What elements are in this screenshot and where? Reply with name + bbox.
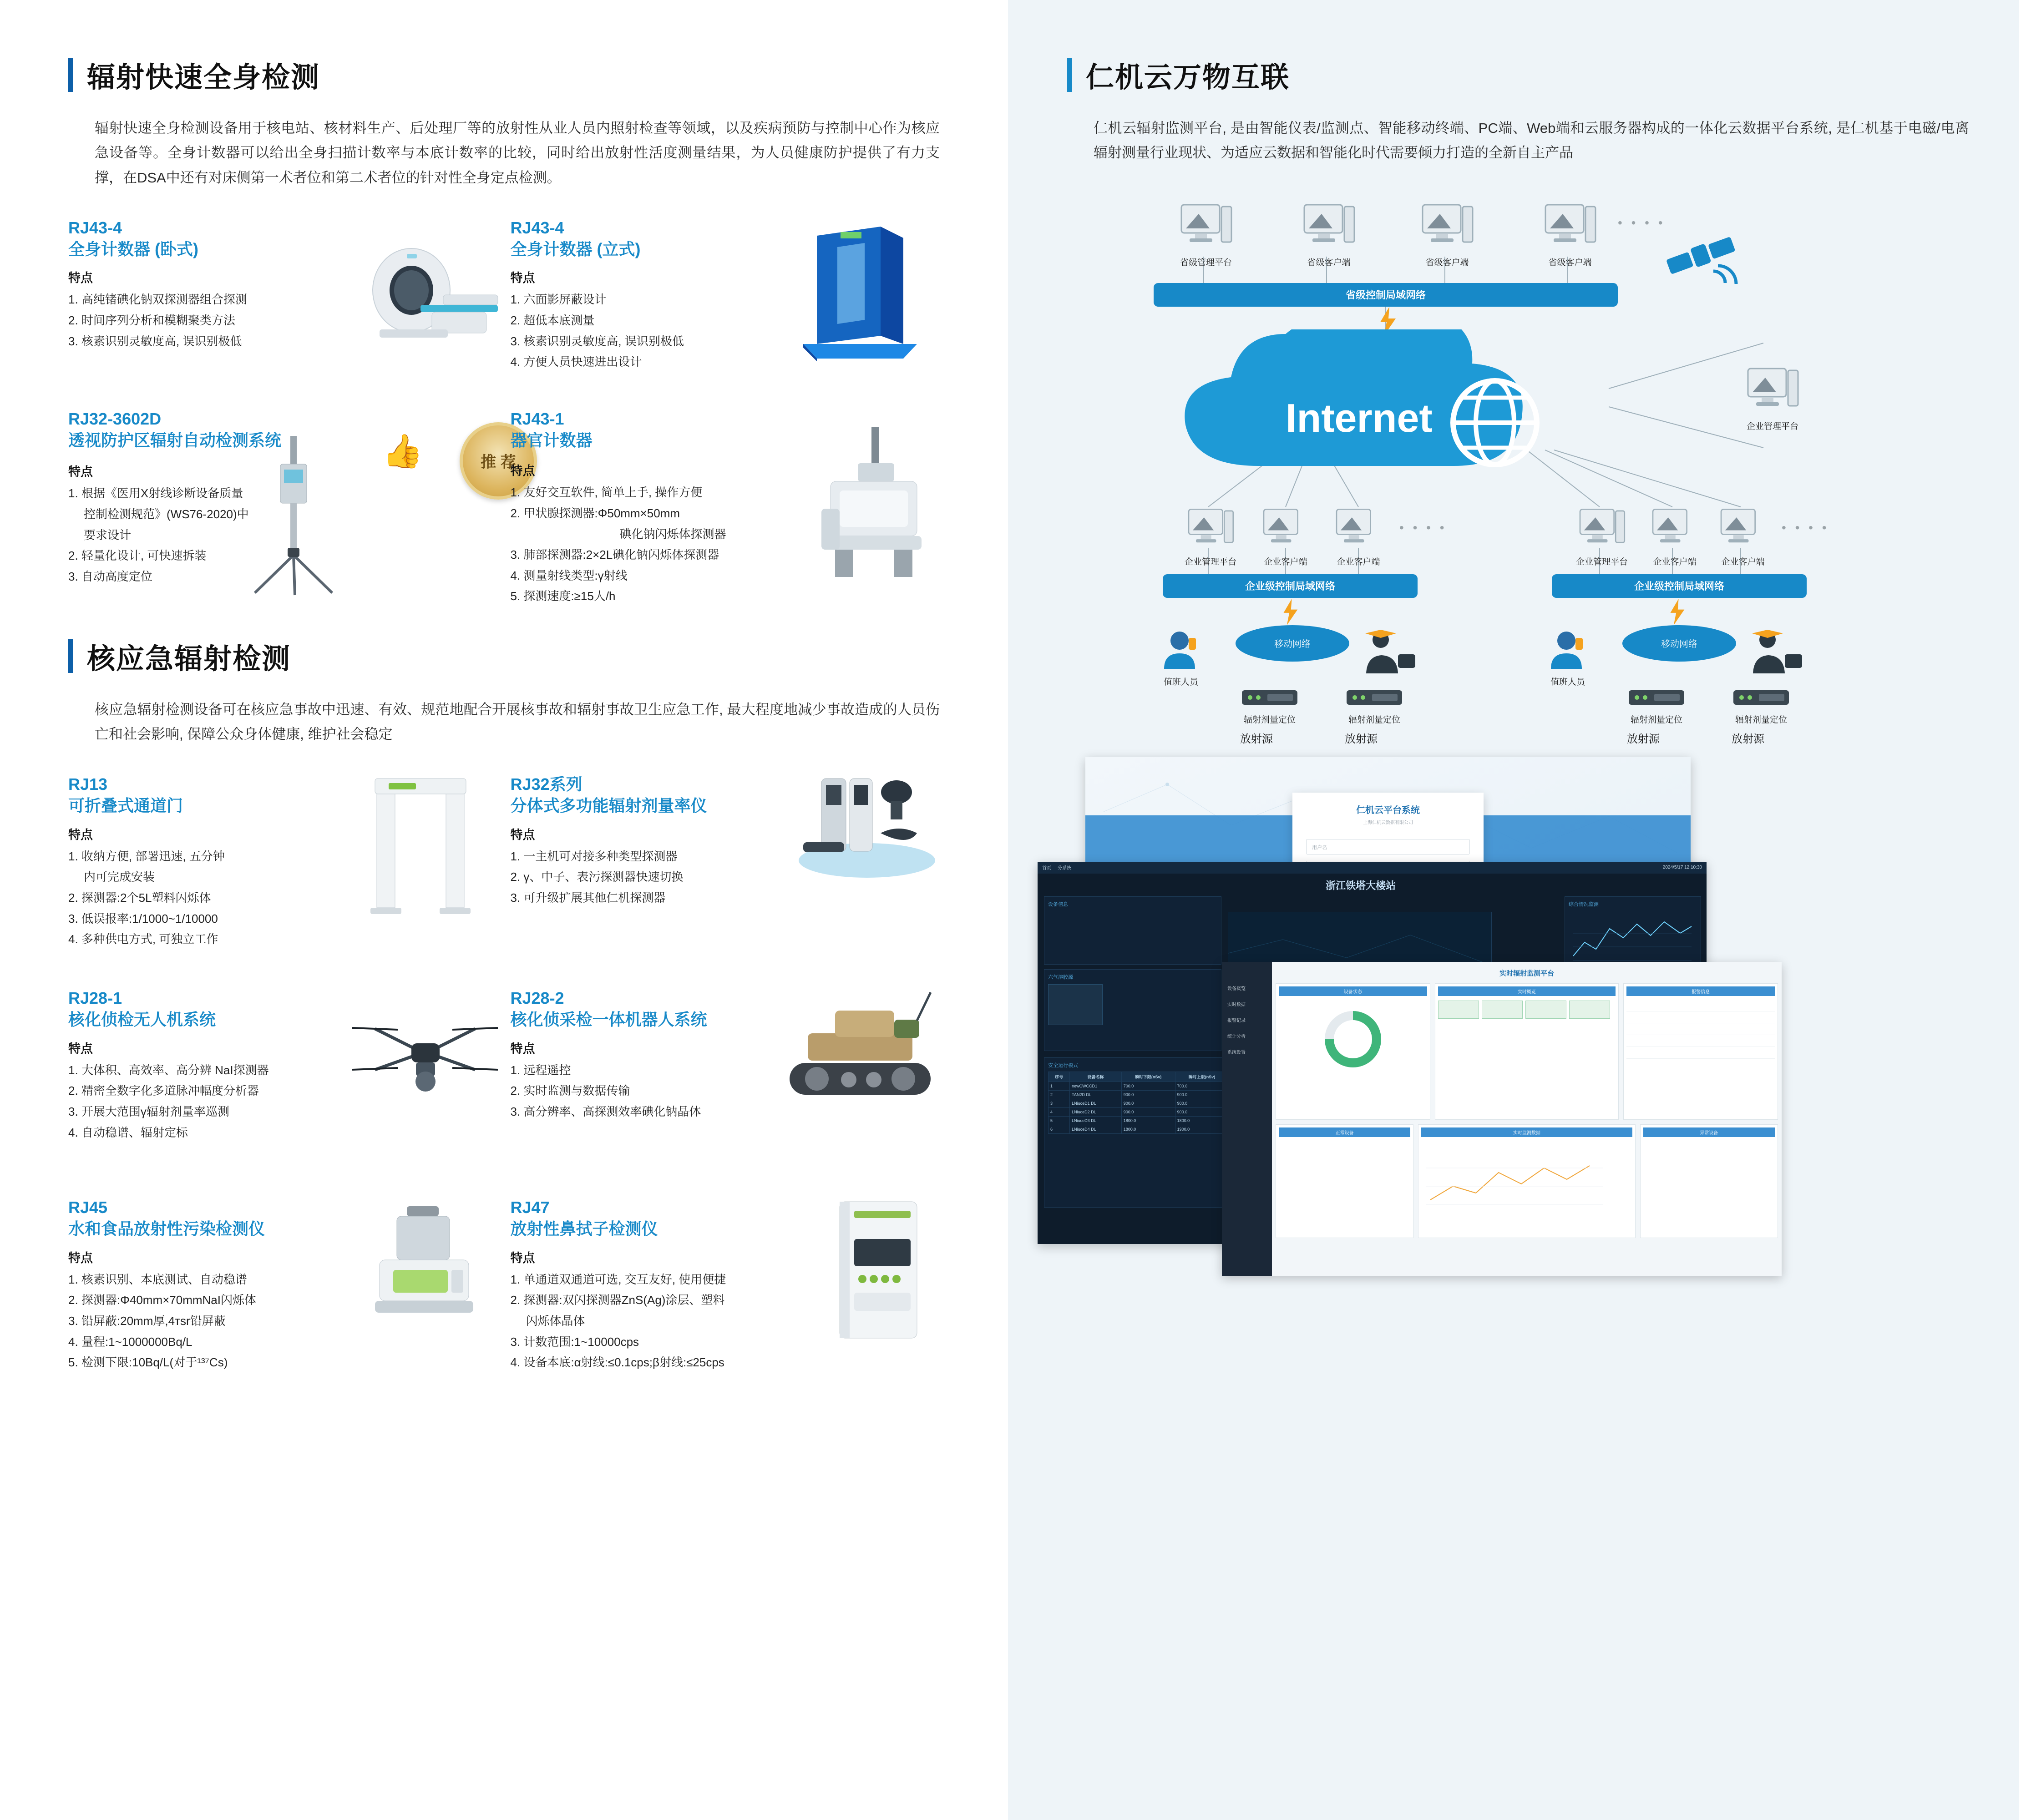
product-rj28-2 (511, 988, 940, 1183)
list-item: 1. 核素识别、本底测试、自动稳谱 (68, 1272, 247, 1286)
cell: 2 (1048, 1090, 1070, 1099)
source-label-2: 放射源 (1345, 733, 1378, 745)
product-model: RJ32系列 分体式多功能辐射剂量率仪 (511, 774, 940, 817)
bus-enterprise-right: 企业级控制局域网络 (1552, 574, 1807, 598)
login-title: 仁机云平台系统 (1356, 805, 1420, 815)
monitor-title: 实时辐射监测平台 (1499, 969, 1554, 977)
list-item: 4. 自动稳谱、辐射定标 (68, 1125, 188, 1139)
product-rj13 (68, 774, 498, 974)
monitor-card-device-status: 设备状态 (1279, 986, 1427, 996)
section-title-nuclear-emergency (68, 636, 940, 677)
cell: 700.0 (1121, 1082, 1175, 1090)
section1-products (68, 217, 940, 404)
list-item: 3. 铅屏蔽:20mm厚,4тsr铅屏蔽 (68, 1314, 226, 1328)
diagram-node-ent-platform-right (1563, 507, 1641, 567)
product-name: 透视防护区辐射自动检测系统 (68, 430, 282, 450)
diagram-node-ent-platform-left (1172, 507, 1249, 567)
list-item: 2. 甲状腺探测器:Φ50mm×50mm (510, 506, 680, 520)
svg-text:Internet: Internet (1286, 395, 1433, 440)
product-model: RJ43-4 全身计数器 (立式) (511, 217, 940, 260)
node-label: 省级管理平台 (1180, 258, 1232, 268)
list-item: 3. 低误报率:1/1000~1/10000 (68, 911, 218, 925)
diagram-node-ent-client-right-2 (1709, 507, 1777, 567)
internet-cloud (1145, 329, 1627, 484)
diagram-node-ent-client-left-2 (1324, 507, 1393, 567)
title-accent-bar (1067, 58, 1072, 92)
diagram-dots-mid-right: • • • • (1782, 520, 1829, 535)
cell: 900.0 (1121, 1090, 1175, 1099)
sidebar-item-device-overview[interactable]: 设备概览 (1227, 986, 1246, 991)
illustration-drone (343, 1001, 507, 1115)
node-label: 企业管理平台 (1575, 557, 1628, 567)
bus-enterprise-left: 企业级控制局域网络 (1163, 574, 1418, 598)
duty-person-left (1140, 630, 1222, 688)
node-label: 值班人员 (1163, 677, 1198, 687)
node-label: 企业客户端 (1721, 557, 1765, 567)
product-name: 核化侦检无人机系统 (68, 1010, 216, 1029)
list-item: 3. 开展大范围γ辐射剂量率巡测 (68, 1105, 229, 1119)
cell: 900.0 (1121, 1107, 1175, 1116)
th: 瞬时上限(nSv) (1175, 1072, 1229, 1082)
worker-icon-left (1356, 630, 1420, 675)
illustration-robot (780, 983, 944, 1111)
sidebar-item-settings[interactable]: 系统设置 (1227, 1050, 1246, 1055)
product-rj45 (68, 1197, 498, 1393)
section-title-cloud-iot (1067, 55, 1969, 95)
feature-label: 特点 (68, 828, 93, 842)
section2-products (68, 774, 940, 988)
list-item: 2. 探测器:2个5L塑料闪烁体 (68, 891, 211, 905)
product-rj43-4-lying (68, 217, 498, 390)
list-item: 2. 时间序列分析和模糊聚类方法 (68, 313, 235, 327)
feature-label: 特点 (510, 828, 535, 842)
dashboard-title: 浙江铁塔大楼站 (1325, 880, 1396, 891)
diagram-node-ent-client-left-1 (1251, 507, 1320, 567)
product-name: 全身计数器 (卧式) (68, 239, 198, 258)
list-item: 3. 自动高度定位 (68, 569, 152, 583)
list-item: 1. 远程遥控 (510, 1063, 571, 1077)
login-subtitle: 上海仁机云数据有限公司 (1363, 820, 1413, 825)
left-column (0, 0, 1008, 1820)
node-label: 企业客户端 (1264, 557, 1307, 567)
list-item: 3. 高分辨率、高探测效率碘化钠晶体 (510, 1105, 701, 1119)
cell: 700.0 (1175, 1082, 1229, 1090)
feature-label: 特点 (68, 1251, 93, 1265)
bus-province-network: 省级控制局域网络 (1154, 283, 1618, 307)
screenshot-monitor-platform[interactable] (1222, 962, 1782, 1276)
product-rj32-3602d (68, 409, 516, 609)
node-label: 辐射剂量定位 (1348, 715, 1400, 725)
panel-title-gas: 六气溶胶源 (1048, 974, 1073, 980)
monitor-sidebar[interactable] (1222, 962, 1272, 1276)
product-model: RJ32-3602D 透视防护区辐射自动检测系统 (68, 409, 498, 451)
source-label-4: 放射源 (1732, 733, 1764, 745)
list-item: 2. 探测器:双闪探测器ZnS(Ag)涂层、塑料 (510, 1293, 725, 1307)
source-label-3: 放射源 (1627, 733, 1660, 745)
node-label: 辐射剂量定位 (1630, 715, 1682, 725)
node-label: 值班人员 (1550, 677, 1585, 687)
illustration-organ-counter (803, 422, 940, 581)
section1-intro: 辐射快速全身检测设备用于核电站、核材料生产、后处理厂等的放射性从业人员内照射检查等领域，以及疾病预防与控制中心作为核应急设备等。全身计数器可以给出全身扫描计数率与本底计数率的比较，同时给出放射性活度测量结果，为人员健康防护提供了有力支撑，在DSA中还有对床侧第一术者位和第二术者位的针对性全身定点检测。 (95, 120, 940, 186)
node-label: 辐射剂量定位 (1243, 715, 1296, 725)
cell: 900.0 (1175, 1090, 1229, 1099)
feature-label: 特点 (510, 271, 535, 285)
illustration-water-food-analyzer (357, 1202, 493, 1338)
list-item: 3. 计数范围:1~10000cps (510, 1335, 639, 1349)
list-item: 1. 六面影屏蔽设计 (510, 293, 607, 307)
feature-label: 特点 (510, 1251, 535, 1265)
right-intro: 仁机云辐射监测平台, 是由智能仪表/监测点、智能移动终端、PC端、Web端和云服务器构成的一体化云数据平台系统, 是仁机基于电磁/电离辐射测量行业现状、为适应云数据和智能化时代需要倾力打造的全新自主产品 (1094, 120, 1969, 161)
feature-label: 特点 (68, 1041, 93, 1056)
list-item: 3. 肺部探测器:2×2L碘化钠闪烁体探测器 (510, 548, 719, 562)
login-username-input[interactable]: 用户名 (1306, 839, 1470, 854)
list-item: 5. 检测下限:10Bq/L(对于¹³⁷Cs) (68, 1355, 228, 1370)
list-item: 闪烁体晶体 (526, 1314, 585, 1328)
dashboard-nav-home[interactable]: 首页 (1042, 866, 1051, 871)
list-item: 4. 测量射线类型:γ射线 (510, 568, 628, 582)
list-item: 2. γ、中子、表污探测器快速切换 (510, 870, 684, 884)
cell: 1800.0 (1121, 1125, 1175, 1133)
panel-title-safety: 安全运行模式 (1048, 1062, 1078, 1068)
diagram-dots-top: • • • • (1618, 215, 1666, 230)
dose-device-4 (1713, 687, 1809, 725)
product-name: 全身计数器 (立式) (510, 239, 641, 258)
source-label-1: 放射源 (1240, 733, 1273, 745)
feature-label: 特点 (510, 464, 535, 478)
list-item: 4. 量程:1~1000000Bq/L (68, 1335, 192, 1349)
cell: LNiuceD2 DL (1070, 1107, 1122, 1116)
product-name: 分体式多功能辐射剂量率仪 (510, 796, 707, 815)
product-model: RJ28-1 核化侦检无人机系统 (68, 988, 498, 1031)
diagram-node-province-platform (1170, 202, 1242, 268)
illustration-modular-dosimeter (794, 765, 944, 883)
product-name: 水和食品放射性污染检测仪 (68, 1219, 265, 1239)
product-name: 器官计数器 (510, 430, 593, 450)
section1-products-row2 (68, 409, 940, 622)
list-item: 3. 核素识别灵敏度高, 误识别极低 (68, 334, 242, 348)
feature-label: 特点 (510, 1041, 535, 1056)
monitor-panel-overview: 实时概览 (1438, 986, 1616, 996)
worker-icon-right (1743, 630, 1807, 675)
product-rj28-1 (68, 988, 498, 1183)
section2-products-row2 (68, 988, 940, 1197)
page-title: 辐射快速全身检测 (87, 62, 320, 93)
section2-intro: 核应急辐射检测设备可在核应急事故中迅速、有效、规范地配合开展核事故和辐射事故卫生应急工作, 最大程度地减少事故造成的人员伤亡和社会影响, 保障公众身体健康, 维护社会稳定 (95, 701, 940, 742)
list-item: 4. 多种供电方式, 可独立工作 (68, 932, 218, 946)
illustration-ct-scanner (352, 240, 502, 359)
node-label: 企业管理平台 (1184, 557, 1236, 567)
node-label: 省级客户端 (1307, 258, 1351, 268)
product-name: 可折叠式通道门 (68, 796, 183, 815)
section2-products-row3 (68, 1197, 940, 1406)
th: 瞬时下限(nSv) (1121, 1072, 1175, 1082)
cell: 1800.0 (1175, 1116, 1229, 1125)
list-item: 碘化钠闪烁体探测器 (619, 527, 726, 541)
th: 设备名称 (1070, 1072, 1122, 1082)
cell: LNiuceD3 DL (1070, 1116, 1122, 1125)
dashboard-nav-sub[interactable]: 分系统 (1058, 866, 1071, 871)
illustration-portal-monitor (361, 769, 480, 929)
cell: newCWCCD1 (1070, 1082, 1122, 1090)
product-name: 核化侦采检一体机器人系统 (510, 1010, 707, 1029)
lightning-icon-right (1668, 599, 1686, 625)
node-label: 企业客户端 (1337, 557, 1380, 567)
list-item: 1. 一主机可对接多种类型探测器 (510, 849, 678, 863)
node-label: 企业客户端 (1653, 557, 1697, 567)
diagram-dots-mid-left: • • • • (1399, 520, 1447, 535)
list-item: 内可完成安装 (84, 870, 155, 884)
satellite-icon (1659, 220, 1745, 298)
right-title: 仁机云万物互联 (1086, 62, 1290, 93)
list-item: 2. 实时监测与数据传输 (510, 1084, 630, 1098)
recommend-badge: 推 荐 (460, 422, 537, 500)
monitor-panel-alarm: 报警信息 (1626, 986, 1775, 996)
cell: 3 (1048, 1099, 1070, 1107)
title-accent-bar (68, 639, 73, 673)
panel-title-trend: 综合情况监测 (1569, 901, 1599, 907)
node-label: 辐射剂量定位 (1735, 715, 1787, 725)
node-label: 省级客户端 (1548, 258, 1592, 268)
product-rj43-1 (511, 409, 940, 609)
list-item: 1. 高纯锗碘化钠双探测器组合探测 (68, 293, 247, 307)
illustration-nasal-swab-analyzer (803, 1197, 940, 1347)
feature-label: 特点 (68, 271, 93, 285)
cell: 6 (1048, 1125, 1070, 1133)
list-item: 5. 探测速度:≥15人/h (510, 589, 616, 603)
th: 序号 (1048, 1072, 1070, 1082)
list-item: 1. 根据《医用X射线诊断设备质量 (68, 486, 243, 500)
diagram-node-enterprise-platform-right (1727, 366, 1818, 432)
dashboard-timestamp: 2024/5/17 12:10:30 (1662, 865, 1702, 870)
monitor-card-abnormal: 异常设备 (1643, 1127, 1775, 1137)
cell: 900.0 (1121, 1099, 1175, 1107)
diagram-node-province-client-2 (1411, 202, 1484, 268)
cell: LNiuceD4 DL (1070, 1125, 1122, 1133)
illustration-tripod-detector (237, 436, 355, 600)
list-item: 控制检测规范》(WS76-2020)中 (84, 507, 249, 521)
right-column (1008, 0, 2019, 1820)
dose-device-2 (1327, 687, 1422, 725)
list-item: 1. 友好交互软件, 简单上手, 操作方便 (510, 485, 703, 500)
illustration-standing-counter (790, 222, 926, 363)
product-model: RJ28-2 核化侦采检一体机器人系统 (511, 988, 940, 1031)
cell: 1800.0 (1121, 1116, 1175, 1125)
sidebar-item-alarm[interactable]: 报警记录 (1227, 1018, 1246, 1023)
feature-label: 特点 (68, 465, 93, 479)
panel-title-device: 设备信息 (1048, 901, 1068, 907)
diagram-node-ent-client-right-1 (1641, 507, 1709, 567)
product-model: RJ47 放射性鼻拭子检测仪 (511, 1197, 940, 1240)
lightning-icon-left (1281, 599, 1299, 625)
list-item: 2. 超低本底测量 (510, 313, 595, 327)
product-rj32-series (511, 774, 940, 974)
list-item: 1. 收纳方便, 部署迅速, 五分钟 (68, 849, 225, 863)
section2-title: 核应急辐射检测 (87, 643, 291, 675)
monitor-card-normal: 正常设备 (1279, 1127, 1410, 1137)
dose-device-1 (1222, 687, 1317, 725)
thumbs-up-icon: 👍 (382, 433, 423, 470)
section-title-radiation-whole-body (68, 55, 940, 95)
product-model: RJ45 水和食品放射性污染检测仪 (68, 1197, 498, 1240)
sidebar-item-stats[interactable]: 统计分析 (1227, 1034, 1246, 1039)
cell: TAN2D DL (1070, 1090, 1122, 1099)
diagram-node-province-client-3 (1534, 202, 1606, 268)
list-item: 3. 核素识别灵敏度高, 误识别极低 (510, 334, 684, 348)
list-item: 4. 设备本底:α射线:≤0.1cps;β射线:≤25cps (510, 1355, 724, 1370)
mobile-network-left: 移动网络 (1236, 625, 1349, 662)
list-item: 要求设计 (84, 528, 132, 542)
cell: 4 (1048, 1107, 1070, 1116)
list-item: 2. 轻量化设计, 可快速拆装 (68, 549, 207, 563)
cell: 1900.0 (1175, 1125, 1229, 1133)
product-model: RJ13 可折叠式通道门 (68, 774, 498, 817)
cell: 5 (1048, 1116, 1070, 1125)
node-label: 省级客户端 (1425, 258, 1469, 268)
diagram-node-province-client-1 (1292, 202, 1365, 268)
product-name: 放射性鼻拭子检测仪 (510, 1219, 658, 1239)
list-item: 3. 可升级扩展其他仁机探测器 (510, 891, 666, 905)
duty-person-right (1527, 630, 1609, 688)
monitor-panel-realtime-data: 实时监测数据 (1421, 1127, 1632, 1137)
product-rj47 (511, 1197, 940, 1393)
product-model: RJ43-1 器官计数器 (511, 409, 940, 451)
list-item: 2. 探测器:Φ40mm×70mmNaI闪烁体 (68, 1293, 256, 1307)
list-item: 4. 方便人员快速进出设计 (510, 355, 642, 369)
network-diagram (1042, 193, 1982, 1136)
cell: 1 (1048, 1082, 1070, 1090)
list-item: 1. 大体积、高效率、高分辨 NaI探测器 (68, 1063, 269, 1077)
sidebar-item-realtime[interactable]: 实时数据 (1227, 1002, 1246, 1007)
cell: LNiuceD1 DL (1070, 1099, 1122, 1107)
dose-device-3 (1609, 687, 1704, 725)
product-rj43-4-standing (511, 217, 940, 390)
node-label: 企业管理平台 (1746, 421, 1798, 431)
cell: 900.0 (1175, 1107, 1229, 1116)
list-item: 1. 单通道双通道可选, 交互友好, 使用便捷 (510, 1272, 726, 1286)
product-model: RJ43-4 全身计数器 (卧式) (68, 217, 498, 260)
cell: 900.0 (1175, 1099, 1229, 1107)
title-accent-bar (68, 58, 73, 92)
list-item: 2. 精密全数字化多道脉冲幅度分析器 (68, 1084, 259, 1098)
mobile-network-right: 移动网络 (1622, 625, 1736, 662)
